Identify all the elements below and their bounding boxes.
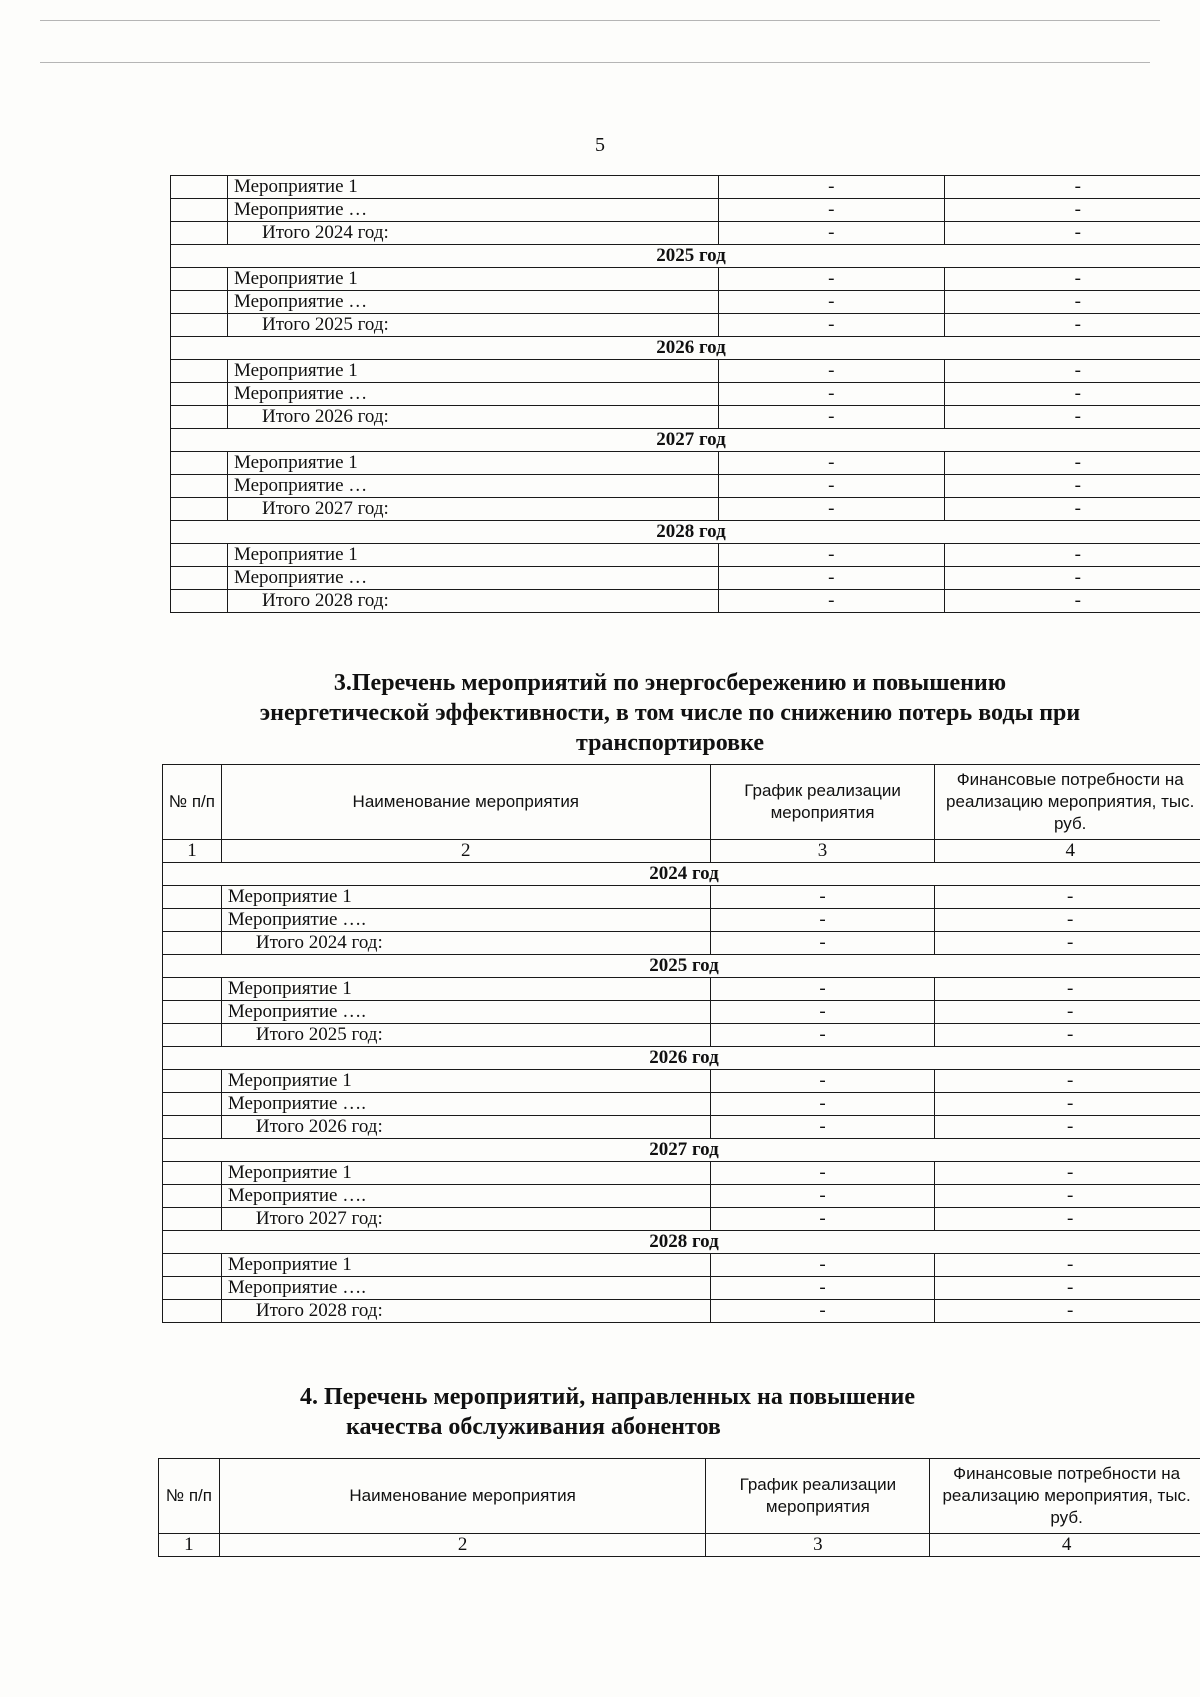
row-num-cell (163, 1093, 222, 1116)
measure-name: Мероприятие 1 (227, 268, 718, 291)
row-num-cell (163, 1116, 222, 1139)
schedule-value: - (718, 567, 944, 590)
year-header-row (171, 521, 1200, 544)
column-number-row (163, 840, 1200, 863)
schedule-value: - (710, 1254, 935, 1277)
finance-value: - (944, 567, 1200, 590)
table-row (163, 1254, 1200, 1277)
year-label: 2027 год (163, 1139, 1200, 1162)
column-number: 4 (935, 840, 1200, 863)
year-label: 2024 год (163, 863, 1200, 886)
table-continued (170, 175, 1200, 613)
schedule-value: - (710, 1093, 935, 1116)
measure-name: Мероприятие …. (221, 1185, 710, 1208)
finance-value: - (935, 1208, 1200, 1231)
row-num-cell (171, 383, 228, 406)
year-label: 2028 год (163, 1231, 1200, 1254)
schedule-value: - (710, 978, 935, 1001)
total-label: Итого 2027 год: (221, 1208, 710, 1231)
year-label: 2028 год (171, 521, 1200, 544)
column-number: 2 (221, 840, 710, 863)
total-row (163, 1024, 1200, 1047)
finance-value: - (935, 1070, 1200, 1093)
schedule-value: - (710, 1001, 935, 1024)
finance-value: - (944, 314, 1200, 337)
row-num-cell (171, 268, 228, 291)
column-number: 1 (159, 1534, 220, 1557)
row-num-cell (163, 1185, 222, 1208)
schedule-value: - (718, 222, 944, 245)
schedule-value: - (718, 383, 944, 406)
table-row (171, 360, 1200, 383)
table-header-row (163, 765, 1200, 840)
finance-value: - (944, 383, 1200, 406)
page-number: 5 (595, 134, 605, 156)
row-num-cell (163, 1070, 222, 1093)
total-label: Итого 2025 год: (221, 1024, 710, 1047)
schedule-value: - (718, 544, 944, 567)
row-num-cell (163, 1162, 222, 1185)
scan-artifact-line (40, 20, 1160, 21)
finance-value: - (935, 1093, 1200, 1116)
finance-value: - (944, 268, 1200, 291)
header-name: Наименование мероприятия (221, 765, 710, 840)
table-row (163, 909, 1200, 932)
year-header-row (163, 955, 1200, 978)
total-label: Итого 2028 год: (227, 590, 718, 613)
table-row (171, 176, 1200, 199)
total-row (171, 314, 1200, 337)
finance-value: - (935, 978, 1200, 1001)
year-header-row (163, 863, 1200, 886)
header-schedule: График реализации мероприятия (710, 765, 935, 840)
schedule-value: - (710, 1116, 935, 1139)
schedule-value: - (718, 314, 944, 337)
header-num: № п/п (163, 765, 222, 840)
total-label: Итого 2024 год: (221, 932, 710, 955)
finance-value: - (944, 590, 1200, 613)
section-3-title-line: 3.Перечень мероприятий по энергосбережению и повышению (333, 670, 1007, 696)
measure-name: Мероприятие … (227, 383, 718, 406)
table-row (171, 291, 1200, 314)
table-row (171, 475, 1200, 498)
section-3-title (170, 668, 1170, 758)
year-header-row (171, 337, 1200, 360)
row-num-cell (163, 1001, 222, 1024)
scan-artifact-line (40, 62, 1150, 63)
table-header-row (159, 1459, 1200, 1534)
schedule-value: - (718, 498, 944, 521)
table-row (171, 452, 1200, 475)
row-num-cell (171, 406, 228, 429)
schedule-value: - (710, 1300, 935, 1323)
row-num-cell (171, 360, 228, 383)
row-num-cell (171, 498, 228, 521)
total-row (163, 932, 1200, 955)
table-row (163, 978, 1200, 1001)
total-label: Итого 2027 год: (227, 498, 718, 521)
finance-value: - (944, 360, 1200, 383)
measure-name: Мероприятие 1 (221, 1070, 710, 1093)
row-num-cell (171, 567, 228, 590)
measure-name: Мероприятие 1 (227, 360, 718, 383)
schedule-value: - (710, 909, 935, 932)
year-label: 2025 год (171, 245, 1200, 268)
finance-value: - (944, 176, 1200, 199)
measure-name: Мероприятие … (227, 567, 718, 590)
measure-name: Мероприятие …. (221, 909, 710, 932)
finance-value: - (935, 1162, 1200, 1185)
column-number: 2 (219, 1534, 706, 1557)
measure-name: Мероприятие 1 (221, 1162, 710, 1185)
schedule-value: - (710, 932, 935, 955)
finance-value: - (935, 909, 1200, 932)
year-label: 2026 год (171, 337, 1200, 360)
schedule-value: - (718, 452, 944, 475)
section-4-title (300, 1382, 1020, 1442)
section-3-title-line: энергетической эффективности, в том числе по снижению потерь воды при (259, 700, 1081, 726)
table-row (163, 1070, 1200, 1093)
schedule-value: - (718, 406, 944, 429)
table-row (171, 199, 1200, 222)
total-label: Итого 2025 год: (227, 314, 718, 337)
measure-name: Мероприятие 1 (221, 1254, 710, 1277)
finance-value: - (944, 291, 1200, 314)
column-number: 1 (163, 840, 222, 863)
column-number: 3 (706, 1534, 930, 1557)
row-num-cell (171, 544, 228, 567)
measure-name: Мероприятие 1 (227, 452, 718, 475)
finance-value: - (944, 222, 1200, 245)
schedule-value: - (710, 1208, 935, 1231)
row-num-cell (163, 978, 222, 1001)
measure-name: Мероприятие 1 (221, 886, 710, 909)
measure-name: Мероприятие … (227, 199, 718, 222)
header-finance: Финансовые потребности на реализацию мероприятия, тыс. руб. (930, 1459, 1200, 1534)
finance-value: - (944, 475, 1200, 498)
schedule-value: - (718, 199, 944, 222)
header-name: Наименование мероприятия (219, 1459, 706, 1534)
total-row (163, 1208, 1200, 1231)
total-label: Итого 2024 год: (227, 222, 718, 245)
schedule-value: - (710, 1185, 935, 1208)
total-row (171, 590, 1200, 613)
measure-name: Мероприятие … (227, 475, 718, 498)
schedule-value: - (718, 475, 944, 498)
finance-value: - (944, 199, 1200, 222)
row-num-cell (163, 1254, 222, 1277)
header-finance: Финансовые потребности на реализацию мероприятия, тыс. руб. (935, 765, 1200, 840)
total-label: Итого 2026 год: (221, 1116, 710, 1139)
measure-name: Мероприятие 1 (221, 978, 710, 1001)
schedule-value: - (710, 1162, 935, 1185)
total-row (171, 406, 1200, 429)
measure-name: Мероприятие 1 (227, 544, 718, 567)
table-row (163, 1277, 1200, 1300)
schedule-value: - (718, 176, 944, 199)
table-row (171, 567, 1200, 590)
total-row (171, 498, 1200, 521)
row-num-cell (171, 199, 228, 222)
schedule-value: - (710, 886, 935, 909)
finance-value: - (944, 544, 1200, 567)
year-header-row (171, 245, 1200, 268)
section-3-title-line: транспортировке (576, 730, 764, 756)
schedule-value: - (718, 590, 944, 613)
row-num-cell (163, 1300, 222, 1323)
year-header-row (163, 1139, 1200, 1162)
measure-name: Мероприятие 1 (227, 176, 718, 199)
table-row (163, 1162, 1200, 1185)
table-energy-measures (162, 764, 1200, 1323)
column-number-row (159, 1534, 1200, 1557)
table-row (171, 544, 1200, 567)
table-row (171, 268, 1200, 291)
finance-value: - (935, 1277, 1200, 1300)
measure-name: Мероприятие …. (221, 1277, 710, 1300)
row-num-cell (171, 291, 228, 314)
finance-value: - (935, 932, 1200, 955)
table-service-quality (158, 1458, 1200, 1557)
row-num-cell (163, 886, 222, 909)
total-row (171, 222, 1200, 245)
section-4-title-line: 4. Перечень мероприятий, направленных на повышение (300, 1384, 916, 1410)
table-row (163, 1001, 1200, 1024)
row-num-cell (163, 932, 222, 955)
finance-value: - (944, 406, 1200, 429)
schedule-value: - (710, 1024, 935, 1047)
finance-value: - (935, 886, 1200, 909)
year-header-row (171, 429, 1200, 452)
table-row (171, 383, 1200, 406)
row-num-cell (163, 1024, 222, 1047)
year-label: 2025 год (163, 955, 1200, 978)
header-schedule: График реализации мероприятия (706, 1459, 930, 1534)
finance-value: - (944, 452, 1200, 475)
year-label: 2026 год (163, 1047, 1200, 1070)
column-number: 3 (710, 840, 935, 863)
finance-value: - (935, 1001, 1200, 1024)
total-row (163, 1300, 1200, 1323)
measure-name: Мероприятие …. (221, 1093, 710, 1116)
finance-value: - (944, 498, 1200, 521)
row-num-cell (163, 909, 222, 932)
total-row (163, 1116, 1200, 1139)
table-row (163, 1185, 1200, 1208)
schedule-value: - (718, 360, 944, 383)
table-row (163, 886, 1200, 909)
row-num-cell (171, 590, 228, 613)
row-num-cell (171, 314, 228, 337)
schedule-value: - (718, 268, 944, 291)
table-row (163, 1093, 1200, 1116)
column-number: 4 (930, 1534, 1200, 1557)
section-4-title-line: качества обслуживания абонентов (346, 1414, 721, 1440)
schedule-value: - (710, 1070, 935, 1093)
row-num-cell (163, 1208, 222, 1231)
year-header-row (163, 1047, 1200, 1070)
finance-value: - (935, 1254, 1200, 1277)
total-label: Итого 2026 год: (227, 406, 718, 429)
finance-value: - (935, 1300, 1200, 1323)
schedule-value: - (718, 291, 944, 314)
row-num-cell (171, 222, 228, 245)
year-header-row (163, 1231, 1200, 1254)
row-num-cell (171, 475, 228, 498)
header-num: № п/п (159, 1459, 220, 1534)
finance-value: - (935, 1116, 1200, 1139)
finance-value: - (935, 1185, 1200, 1208)
finance-value: - (935, 1024, 1200, 1047)
schedule-value: - (710, 1277, 935, 1300)
measure-name: Мероприятие … (227, 291, 718, 314)
row-num-cell (163, 1277, 222, 1300)
measure-name: Мероприятие …. (221, 1001, 710, 1024)
year-label: 2027 год (171, 429, 1200, 452)
row-num-cell (171, 452, 228, 475)
total-label: Итого 2028 год: (221, 1300, 710, 1323)
row-num-cell (171, 176, 228, 199)
